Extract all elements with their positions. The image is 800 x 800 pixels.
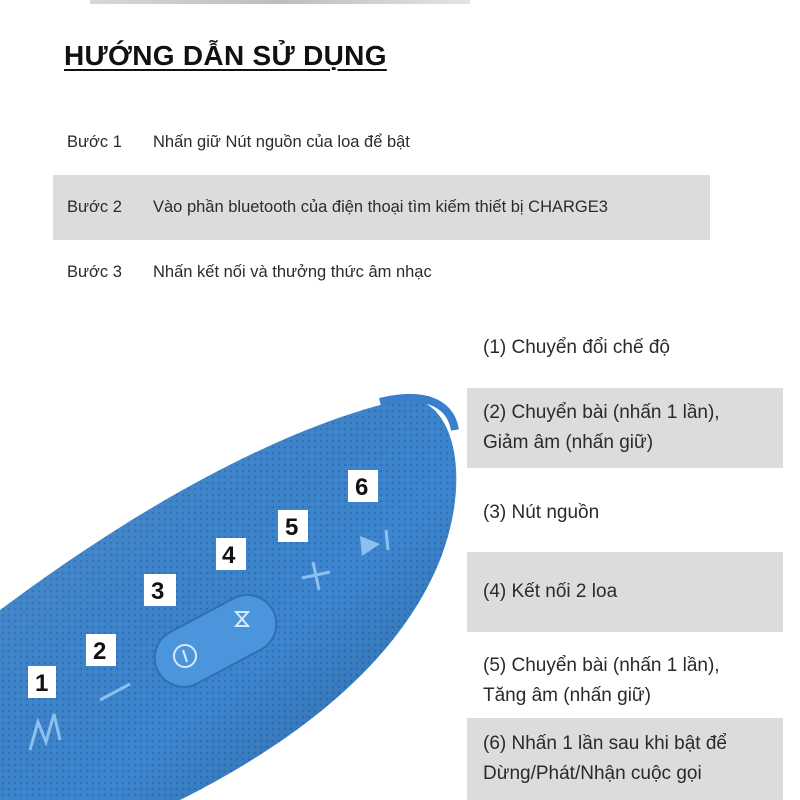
marker-2: 2 — [93, 638, 107, 665]
function-item — [467, 552, 783, 632]
function-item — [467, 318, 783, 378]
top-decorative-strip — [90, 0, 470, 4]
step-row — [53, 175, 710, 240]
function-line: (5) Chuyển bài (nhấn 1 lần), — [483, 655, 720, 676]
marker-5: 5 — [285, 514, 299, 541]
page-title: HƯỚNG DẪN SỬ DỤNG — [64, 40, 387, 71]
step-label: Bước 2 — [67, 198, 122, 216]
step-row — [53, 110, 710, 175]
function-line: (2) Chuyển bài (nhấn 1 lần), — [483, 402, 720, 423]
steps-table — [53, 110, 710, 305]
function-line: Giảm âm (nhấn giữ) — [483, 432, 654, 453]
step-text: Nhấn giữ Nút nguồn của loa để bật — [153, 133, 410, 151]
step-row — [53, 240, 710, 305]
speaker-illustration — [0, 300, 470, 800]
function-item — [467, 643, 783, 719]
function-line: Dừng/Phát/Nhận cuộc gọi — [483, 763, 702, 784]
function-line: (4) Kết nối 2 loa — [483, 581, 618, 602]
function-line: (3) Nút nguồn — [483, 502, 600, 523]
marker-3: 3 — [151, 578, 165, 605]
function-item — [467, 718, 783, 800]
function-line: (6) Nhấn 1 lần sau khi bật để — [483, 733, 727, 754]
step-text: Vào phần bluetooth của điện thoại tìm kiếm thiết bị CHARGE3 — [153, 198, 608, 216]
marker-4: 4 — [222, 542, 236, 569]
marker-1: 1 — [35, 670, 49, 697]
function-line: (1) Chuyển đổi chế độ — [483, 337, 670, 358]
marker-6: 6 — [355, 474, 369, 501]
step-label: Bước 1 — [67, 133, 122, 151]
step-label: Bước 3 — [67, 263, 122, 281]
function-item — [467, 388, 783, 468]
function-item — [467, 483, 783, 543]
function-line: Tăng âm (nhấn giữ) — [483, 685, 651, 706]
step-text: Nhấn kết nối và thưởng thức âm nhạc — [153, 263, 432, 281]
